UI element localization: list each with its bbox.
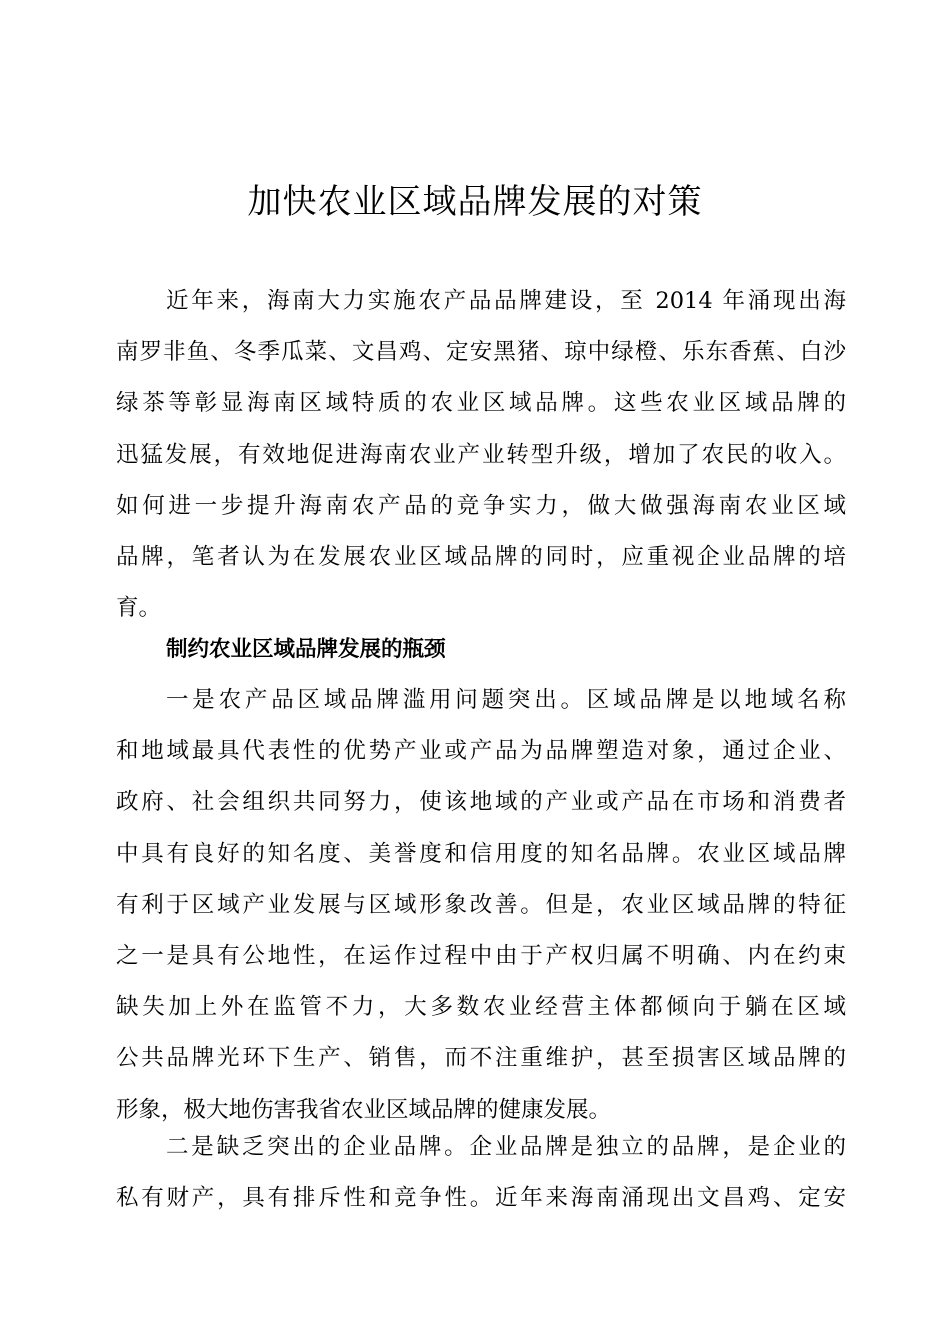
paragraph-line: 之一是具有公地性，在运作过程中由于产权归属不明确、内在约束	[116, 942, 846, 969]
paragraph-line: 中具有良好的知名度、美誉度和信用度的知名品牌。农业区域品牌	[116, 840, 846, 867]
bottleneck-paragraph-1	[116, 675, 846, 1136]
paragraph-line: 私有财产，具有排斥性和竞争性。近年来海南涌现出文昌鸡、定安	[116, 1185, 846, 1212]
paragraph-line: 育。	[116, 595, 162, 622]
bottleneck-paragraph-2	[116, 1122, 846, 1224]
paragraph-line: 公共品牌光环下生产、销售，而不注重维护，甚至损害区域品牌的	[116, 1045, 846, 1072]
paragraph-line: 近年来，海南大力实施农产品品牌建设，至 2014 年涌现出海	[166, 288, 846, 314]
paragraph-line: 缺失加上外在监管不力，大多数农业经营主体都倾向于躺在区域	[116, 994, 846, 1021]
paragraph-line: 政府、社会组织共同努力，使该地域的产业或产品在市场和消费者	[116, 789, 846, 816]
paragraph-line: 迅猛发展，有效地促进海南农业产业转型升级，增加了农民的收入。	[116, 441, 846, 468]
document-title: 加快农业区域品牌发展的对策	[247, 182, 703, 222]
paragraph-line: 如何进一步提升海南农产品的竞争实力，做大做强海南农业区域	[116, 492, 846, 519]
paragraph-line: 形象，极大地伤害我省农业区域品牌的健康发展。	[116, 1096, 612, 1123]
paragraph-line: 绿茶等彰显海南区域特质的农业区域品牌。这些农业区域品牌的	[116, 390, 846, 417]
paragraph-line: 一是农产品区域品牌滥用问题突出。区域品牌是以地域名称	[166, 687, 846, 713]
paragraph-line: 品牌，笔者认为在发展农业区域品牌的同时，应重视企业品牌的培	[116, 543, 846, 570]
section-heading: 制约农业区域品牌发展的瓶颈	[166, 637, 446, 662]
paragraph-line: 二是缺乏突出的企业品牌。企业品牌是独立的品牌，是企业的	[166, 1134, 846, 1160]
paragraph-line: 有利于区域产业发展与区域形象改善。但是，农业区域品牌的特征	[116, 891, 846, 918]
paragraph-line: 南罗非鱼、冬季瓜菜、文昌鸡、定安黑猪、琼中绿橙、乐东香蕉、白沙	[116, 339, 846, 366]
intro-paragraph	[116, 276, 846, 634]
section-heading-block	[116, 624, 846, 675]
paragraph-line: 和地域最具代表性的优势产业或产品为品牌塑造对象，通过企业、	[116, 738, 846, 765]
